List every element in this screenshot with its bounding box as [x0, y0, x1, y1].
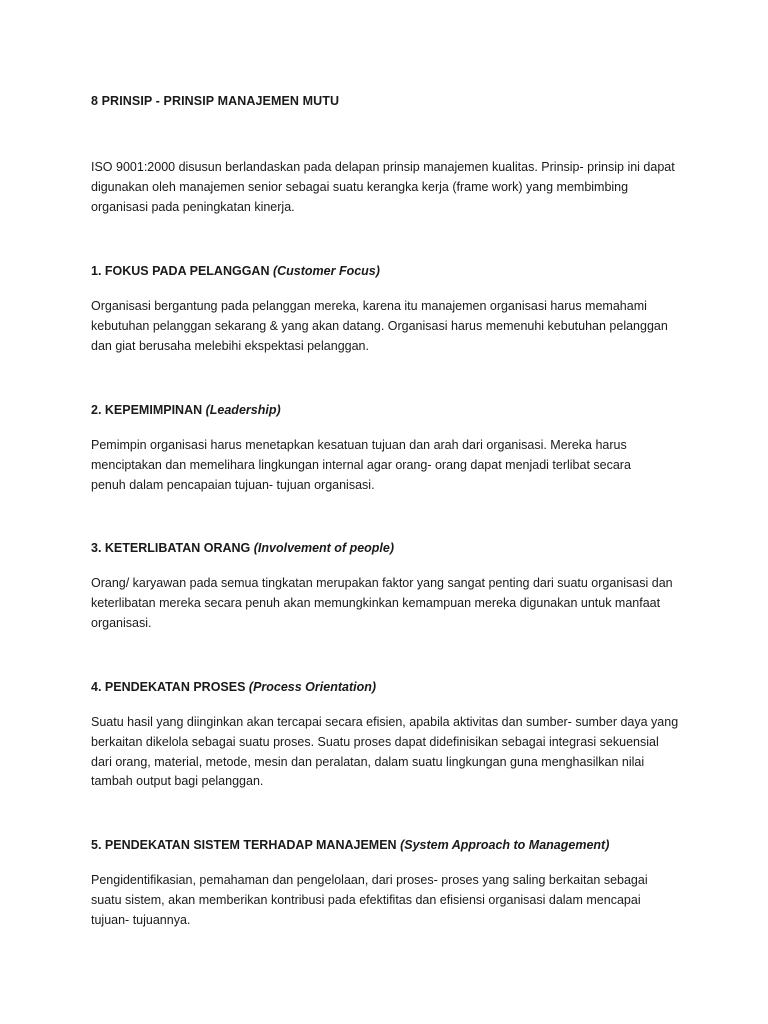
section-heading-english: (Involvement of people) [253, 541, 395, 555]
paragraph-line: tujuan- tujuannya. [91, 912, 191, 927]
section-heading-5 [91, 838, 609, 852]
intro-paragraph [91, 158, 691, 217]
section-heading-text: 4. PENDEKATAN PROSES [91, 680, 249, 694]
section-paragraph-2 [91, 436, 691, 495]
paragraph-line: keterlibatan mereka secara penuh akan memungkinkan kemampuan mereka digunakan untuk manfaat [91, 595, 661, 610]
intro-line: ISO 9001:2000 disusun berlandaskan pada delapan prinsip manajemen kualitas. Prinsip- prinsip ini dapat [91, 160, 675, 174]
paragraph-line: Pemimpin organisasi harus menetapkan kesatuan tujuan dan arah dari organisasi. Mereka harus [91, 438, 627, 452]
paragraph-line: menciptakan dan memelihara lingkungan internal agar orang- orang dapat menjadi terlibat secara [91, 457, 631, 472]
section-heading-1 [91, 264, 380, 278]
paragraph-line: dan giat berusaha melebihi ekspektasi pelanggan. [91, 338, 369, 353]
section-heading-english: (Customer Focus) [272, 264, 380, 278]
intro-line: digunakan oleh manajemen senior sebagai suatu kerangka kerja (frame work) yang membimbing [91, 179, 629, 194]
paragraph-line: penuh dalam pencapaian tujuan- tujuan organisasi. [91, 477, 375, 492]
section-heading-text: 2. KEPEMIMPINAN [91, 403, 206, 417]
section-paragraph-3 [91, 574, 691, 633]
paragraph-line: tambah output bagi pelanggan. [91, 774, 264, 789]
section-heading-text: 1. FOKUS PADA PELANGGAN [91, 264, 273, 278]
paragraph-line: kebutuhan pelanggan sekarang & yang akan datang. Organisasi harus memenuhi kebutuhan pelanggan [91, 318, 668, 333]
section-heading-english: (Process Orientation) [248, 680, 377, 694]
paragraph-line: suatu sistem, akan memberikan kontribusi pada efektifitas dan efisiensi organisasi dalam mencapai [91, 892, 641, 907]
section-paragraph-1 [91, 297, 691, 356]
paragraph-line: Pengidentifikasian, pemahaman dan pengelolaan, dari proses- proses yang saling berkaitan sebagai [91, 873, 648, 887]
section-paragraph-5 [91, 871, 691, 930]
section-heading-4 [91, 680, 376, 694]
section-heading-english: (System Approach to Management) [400, 838, 610, 852]
section-heading-text: 3. KETERLIBATAN ORANG [91, 541, 254, 555]
paragraph-line: Organisasi bergantung pada pelanggan mereka, karena itu manajemen organisasi harus memahami [91, 299, 647, 313]
section-heading-3 [91, 541, 394, 555]
paragraph-line: Orang/ karyawan pada semua tingkatan merupakan faktor yang sangat penting dari suatu organisasi dan [91, 576, 673, 590]
section-paragraph-4 [91, 713, 691, 792]
document-title: 8 PRINSIP - PRINSIP MANAJEMEN MUTU [91, 94, 340, 108]
section-heading-2 [91, 403, 281, 417]
paragraph-line: dari orang, material, metode, mesin dan peralatan, dalam suatu lingkungan guna menghasilkan nilai [91, 754, 645, 769]
section-heading-text: 5. PENDEKATAN SISTEM TERHADAP MANAJEMEN [91, 838, 401, 852]
paragraph-line: berkaitan dikelola sebagai suatu proses. Suatu proses dapat didefinisikan sebagai integrasi sekuensial [91, 734, 659, 749]
section-heading-english: (Leadership) [205, 403, 281, 417]
paragraph-line: organisasi. [91, 615, 152, 630]
paragraph-line: Suatu hasil yang diinginkan akan tercapai secara efisien, apabila aktivitas dan sumber- sumber daya yang [91, 715, 679, 729]
intro-line: organisasi pada peningkatan kinerja. [91, 199, 295, 214]
